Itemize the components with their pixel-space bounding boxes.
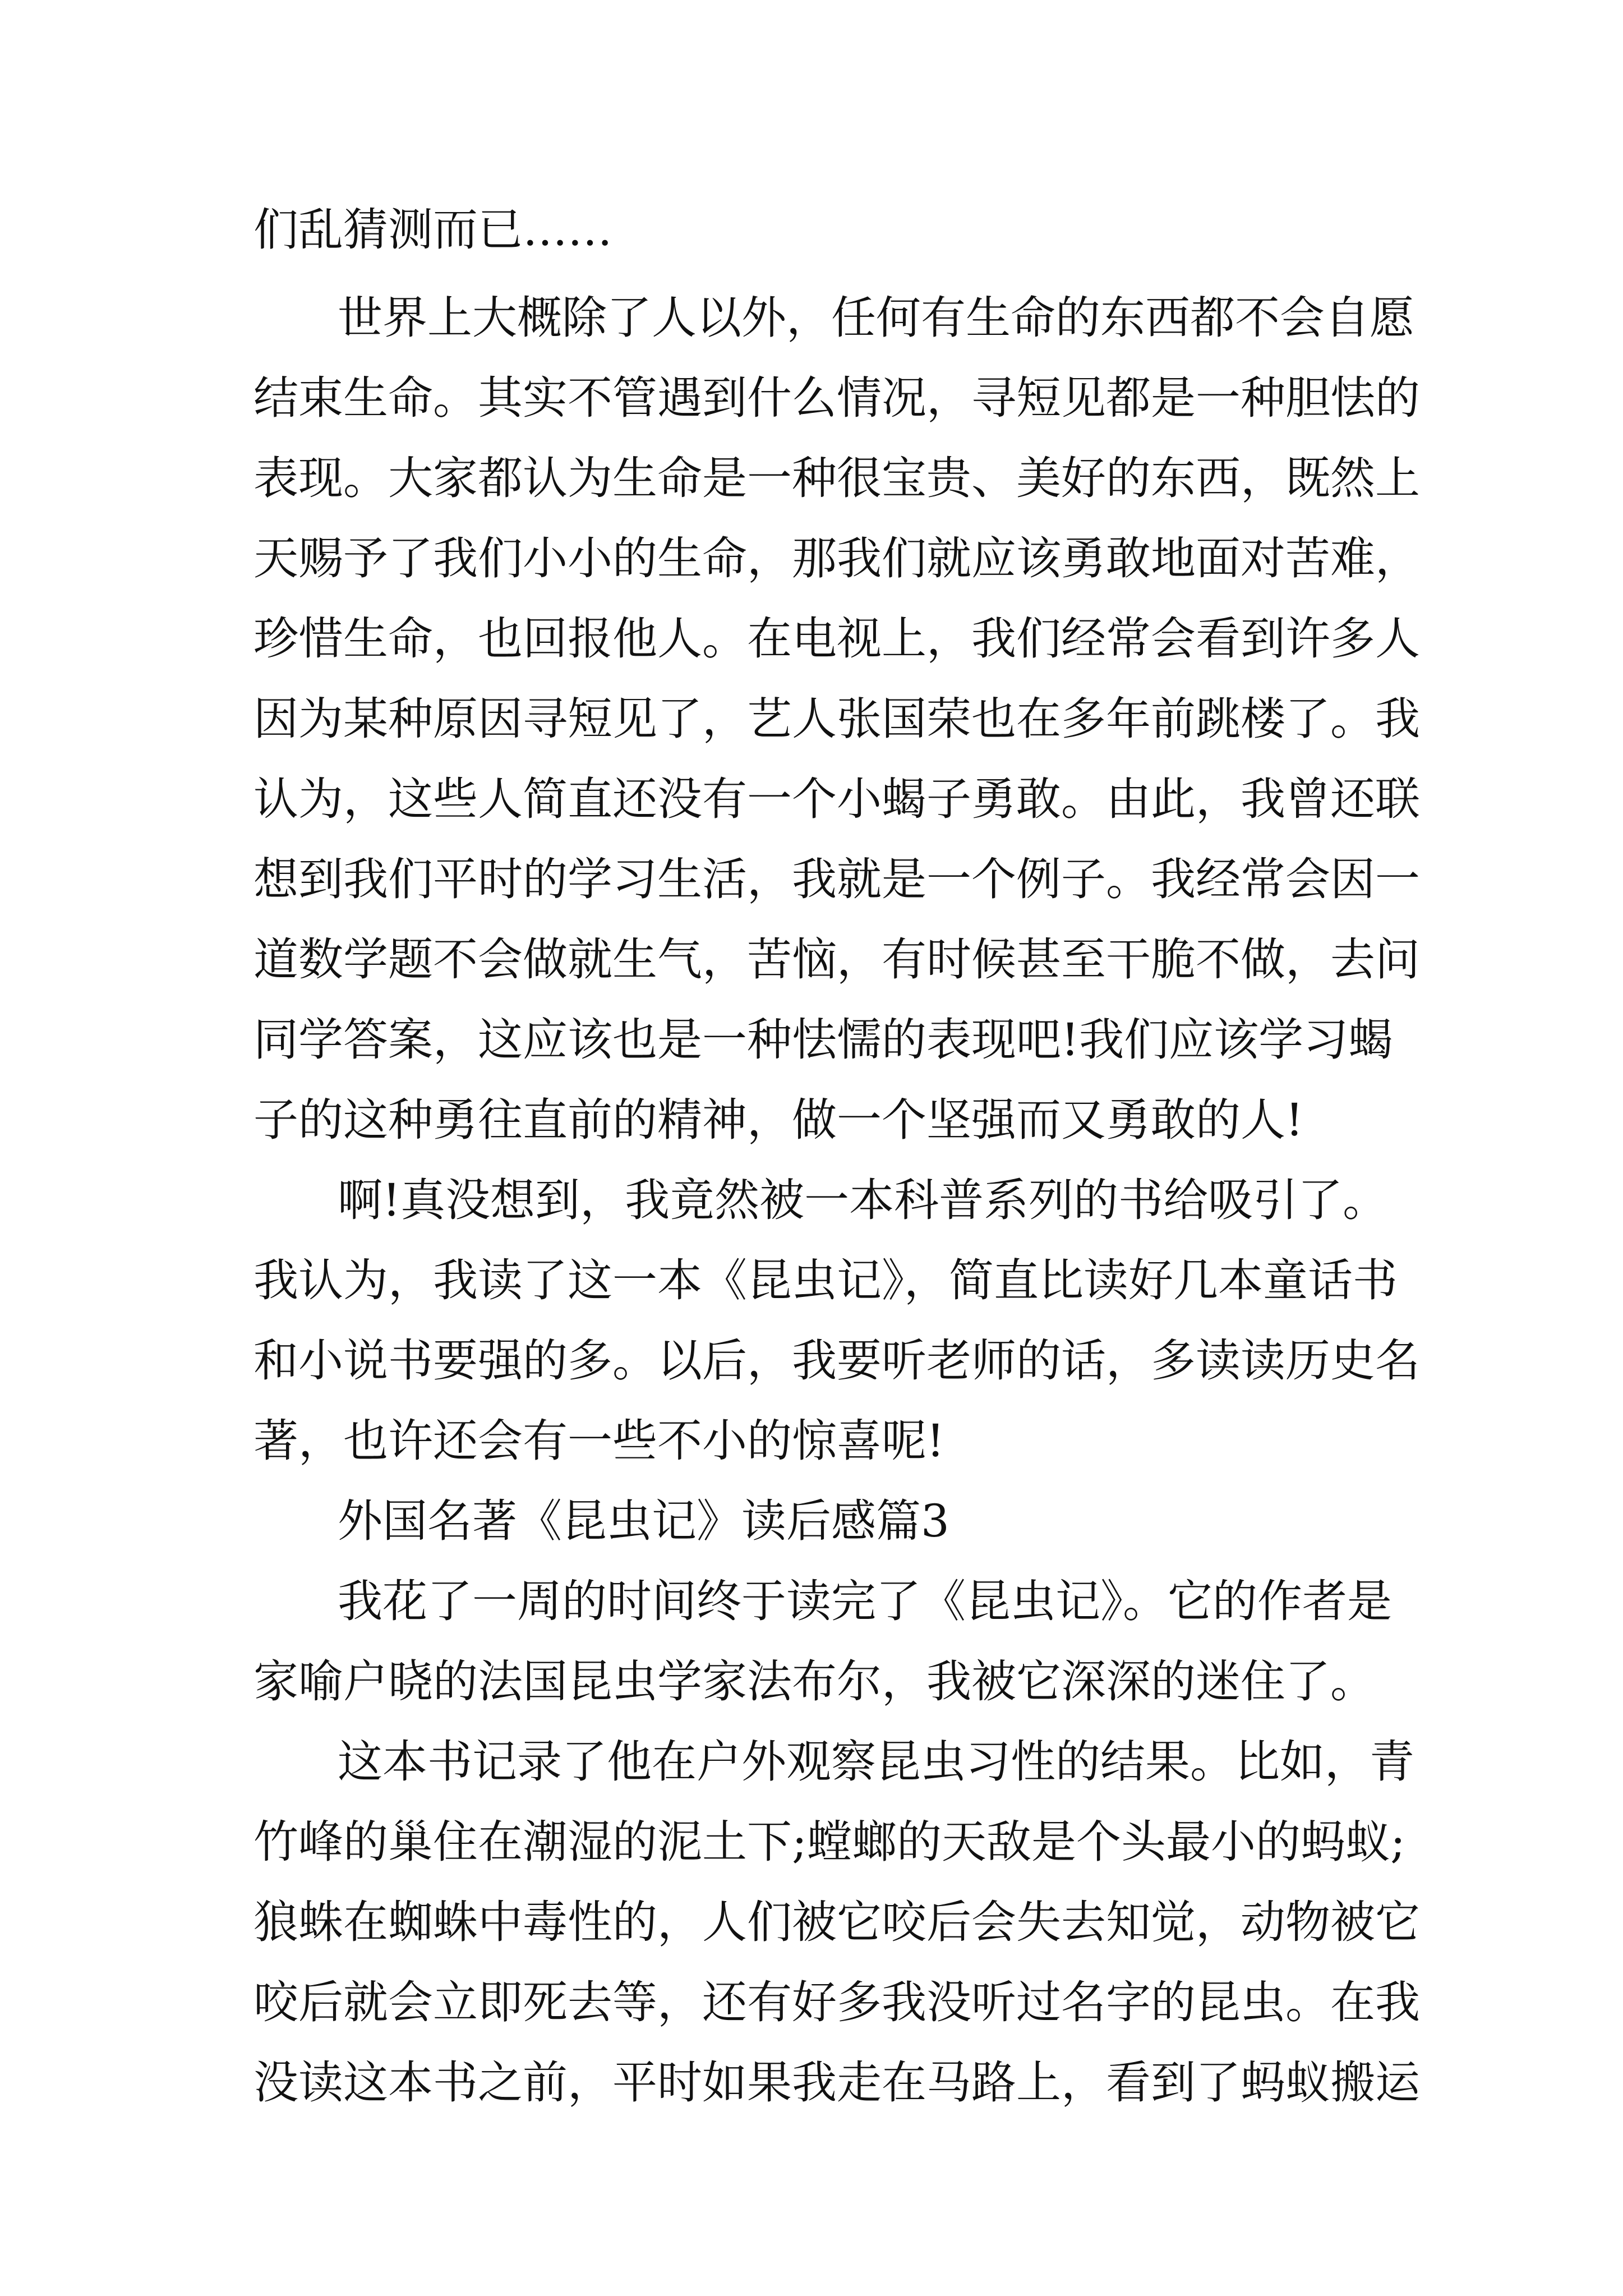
text-line: 天赐予了我们小小的生命，那我们就应该勇敢地面对苦难， bbox=[253, 532, 1420, 585]
text-line: 啊!真没想到，我竟然被一本科普系列的书给吸引了。 bbox=[338, 1174, 1388, 1226]
text-line: 和小说书要强的多。以后，我要听老师的话，多读读历史名 bbox=[253, 1335, 1420, 1387]
text-line: 家喻户晓的法国昆虫学家法布尔，我被它深深的迷住了。 bbox=[253, 1655, 1375, 1708]
text-line: 结束生命。其实不管遇到什么情况，寻短见都是一种胆怯的 bbox=[253, 372, 1420, 424]
text-line: 没读这本书之前，平时如果我走在马路上，看到了蚂蚁搬运 bbox=[253, 2056, 1420, 2109]
text-line: 认为，这些人简直还没有一个小蝎子勇敢。由此，我曾还联 bbox=[253, 773, 1420, 825]
text-line: 子的这种勇往直前的精神，做一个坚强而又勇敢的人! bbox=[253, 1094, 1304, 1146]
text-line: 因为某种原因寻短见了，艺人张国荣也在多年前跳楼了。我 bbox=[253, 693, 1420, 745]
text-line: 咬后就会立即死去等，还有好多我没听过名字的昆虫。在我 bbox=[253, 1976, 1420, 2028]
text-line: 我花了一周的时间终于读完了《昆虫记》。它的作者是 bbox=[338, 1575, 1392, 1627]
text-line: 们乱猜测而已…… bbox=[253, 204, 612, 256]
section-heading: 外国名著《昆虫记》读后感篇3 bbox=[338, 1495, 949, 1547]
text-line: 珍惜生命，也回报他人。在电视上，我们经常会看到许多人 bbox=[253, 613, 1420, 665]
text-line: 同学答案，这应该也是一种怯懦的表现吧!我们应该学习蝎 bbox=[253, 1014, 1394, 1066]
text-line: 想到我们平时的学习生活，我就是一个例子。我经常会因一 bbox=[253, 853, 1420, 905]
text-line: 竹峰的巢住在潮湿的泥土下;螳螂的天敌是个头最小的蚂蚁; bbox=[253, 1816, 1405, 1868]
text-line: 这本书记录了他在户外观察昆虫习性的结果。比如，青 bbox=[338, 1736, 1414, 1788]
text-line: 狼蛛在蜘蛛中毒性的，人们被它咬后会失去知觉，动物被它 bbox=[253, 1896, 1420, 1948]
text-line: 道数学题不会做就生气，苦恼，有时候甚至干脆不做，去问 bbox=[253, 933, 1420, 986]
text-line: 我认为，我读了这一本《昆虫记》，简直比读好几本童话书 bbox=[253, 1254, 1398, 1306]
text-line: 表现。大家都认为生命是一种很宝贵、美好的东西，既然上 bbox=[253, 452, 1420, 504]
text-line: 著，也许还会有一些不小的惊喜呢! bbox=[253, 1415, 945, 1467]
text-line: 世界上大概除了人以外，任何有生命的东西都不会自愿 bbox=[338, 292, 1414, 344]
